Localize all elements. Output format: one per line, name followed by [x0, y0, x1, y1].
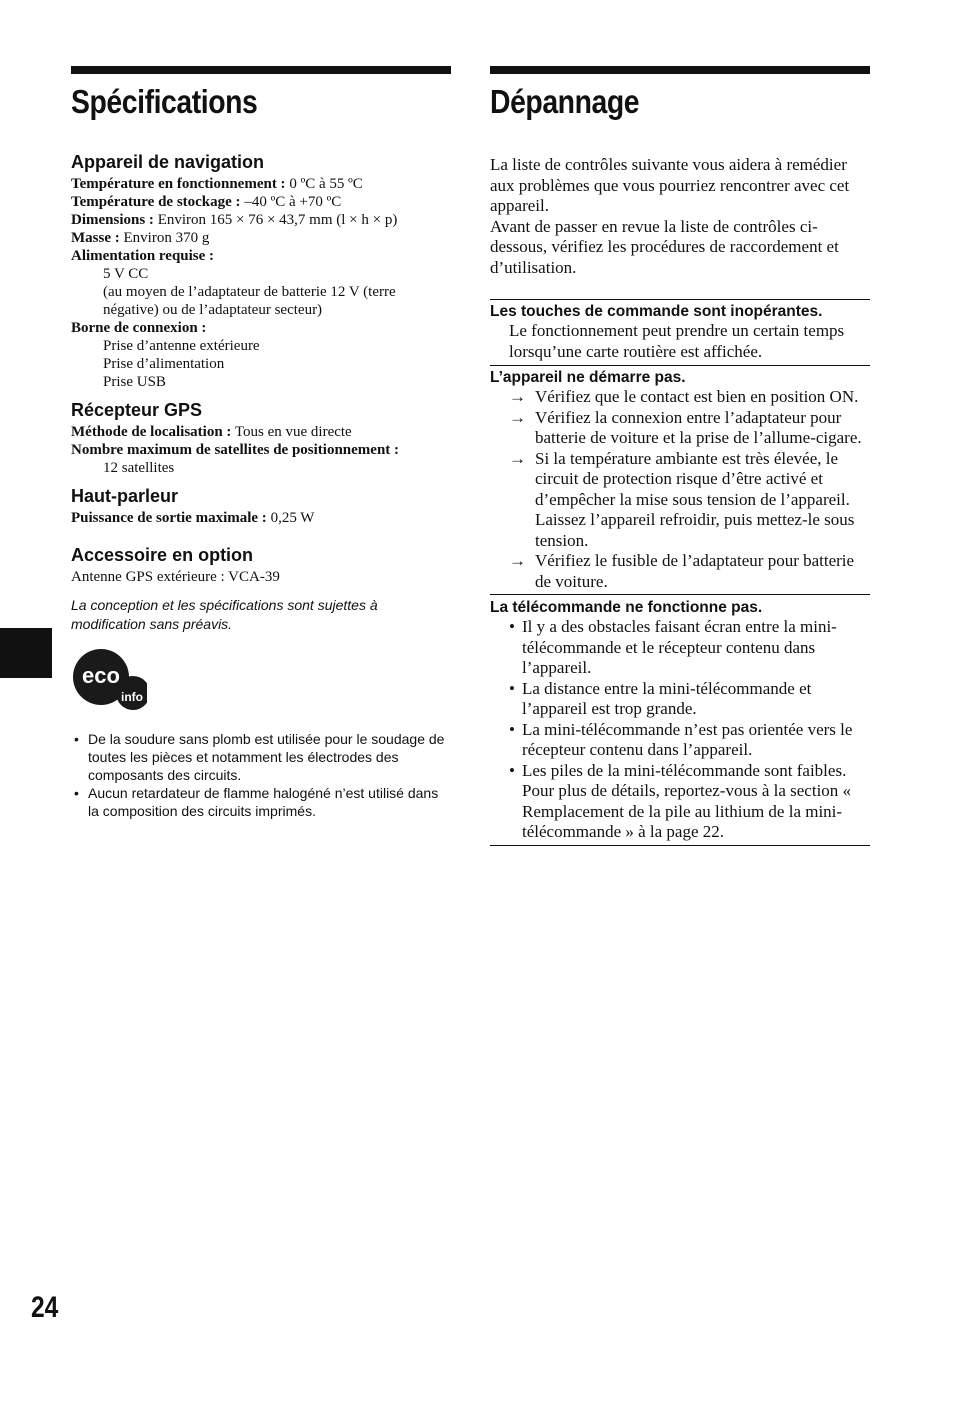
page-number: 24 [31, 1291, 59, 1324]
cause-item: • Les piles de la mini-télécommande sont faibles. Pour plus de détails, reportez-vous à la section « Remplacement de la pile au lithium de la mini-télécommande » à la page 22. [509, 760, 852, 841]
bullet-icon: • [509, 719, 515, 739]
spec-indent: Prise USB [103, 374, 166, 390]
eco-bullet-list [71, 730, 451, 820]
info-logo-word: info [121, 690, 143, 704]
spec-indent: Prise d’antenne extérieure [103, 338, 260, 354]
section-tab-marker [0, 628, 52, 678]
title-rule [71, 66, 451, 74]
spec-line: Puissance de sortie maximale : 0,25 W [71, 510, 315, 526]
heading-navigation: Appareil de navigation [71, 152, 265, 172]
spec-line: Température en fonctionnement : 0 ºC à 55 ºC [71, 176, 363, 192]
title-rule [490, 66, 870, 74]
heading-speaker: Haut-parleur [71, 486, 179, 506]
spec-line: Borne de connexion : [71, 320, 207, 336]
eco-bullet-item: • De la soudure sans plomb est utilisée pour le soudage de toutes les pièces et notamment les électrodes des composants des circuits. [71, 730, 451, 784]
bullet-icon: • [509, 617, 515, 636]
bullet-icon: • [509, 678, 515, 698]
problem-heading: Les touches de commande sont inopérantes. [490, 303, 823, 320]
cause-item: • La distance entre la mini-télécommande et l’appareil est trop grande. [509, 678, 812, 718]
spec-indent: 5 V CC [103, 266, 149, 282]
intro-paragraph: La liste de contrôles suivante vous aidera à remédier aux problèmes que vous pourriez rencontrer avec cet appareil. [490, 155, 850, 215]
problem-heading: L’appareil ne démarre pas. [490, 369, 686, 386]
solution-item: → Vérifiez que le contact est bien en position ON. [509, 387, 859, 406]
spec-line: Nombre maximum de satellites de positionnement : [71, 442, 400, 458]
arrow-icon: → [509, 448, 526, 468]
page-title-specifications: Spécifications [71, 83, 258, 120]
cause-item: • La mini-télécommande n’est pas orientée vers le récepteur contenu dans l’appareil. [509, 719, 853, 759]
arrow-icon: → [509, 407, 526, 427]
spec-plain: Antenne GPS extérieure : VCA-39 [71, 569, 280, 585]
eco-logo-word: eco [82, 663, 120, 688]
page-title-depannage: Dépannage [490, 83, 640, 120]
intro-text [490, 155, 870, 278]
problem-text: Le fonctionnement peut prendre un certain temps lorsqu’une carte routière est affichée. [509, 321, 845, 361]
spec-indent: Prise d’alimentation [103, 356, 225, 372]
spec-line: Alimentation requise : [71, 248, 215, 264]
accessory-specs [71, 568, 451, 586]
specs-note: La conception et les spécifications sont sujettes à modification sans préavis. [71, 597, 378, 632]
spec-line: Température de stockage : –40 ºC à +70 ºC [71, 194, 342, 210]
solution-item: → Vérifiez la connexion entre l’adaptateur pour batterie de voiture et la prise de l’allume-cigare. [509, 407, 862, 447]
specifications-column [71, 66, 451, 820]
problem-section [490, 299, 870, 362]
heading-accessory: Accessoire en option [71, 545, 254, 565]
problem-section [490, 365, 870, 592]
arrow-icon: → [509, 551, 526, 570]
spec-indent: (au moyen de l’adaptateur de batterie 12 V (terre négative) ou de l’adaptateur secteur) [103, 284, 396, 318]
problem-heading: La télécommande ne fonctionne pas. [490, 599, 763, 616]
eco-info-icon [71, 647, 147, 711]
bullet-icon: • [509, 760, 515, 780]
heading-gps: Récepteur GPS [71, 400, 203, 420]
solution-item: → Si la température ambiante est très élevée, le circuit de protection risque d’être activé et d’empêcher la mise sous tension de l’appareil. Laissez l’appareil refroidir, puis mettez-le sous tension. [509, 448, 855, 550]
spec-line: Méthode de localisation : Tous en vue directe [71, 424, 352, 440]
arrow-icon: → [509, 387, 526, 406]
spec-line: Dimensions : Environ 165 × 76 × 43,7 mm (l × h × p) [71, 212, 398, 228]
speaker-specs [71, 509, 451, 527]
cause-item: • Il y a des obstacles faisant écran entre la mini-télécommande et le récepteur contenu dans l’appareil. [509, 617, 837, 677]
problem-section [490, 594, 870, 846]
navigation-specs [71, 175, 451, 391]
eco-bullet-item: • Aucun retardateur de flamme halogéné n’est utilisé dans la composition des circuits imprimés. [71, 784, 451, 820]
troubleshooting-column [490, 66, 870, 846]
intro-paragraph: Avant de passer en revue la liste de contrôles ci-dessous, vérifiez les procédures de raccordement et d’utilisation. [490, 216, 839, 277]
solution-item: → Vérifiez le fusible de l’adaptateur pour batterie de voiture. [509, 551, 855, 591]
spec-line: Masse : Environ 370 g [71, 230, 210, 246]
spec-indent: 12 satellites [103, 460, 175, 476]
gps-specs [71, 423, 451, 477]
